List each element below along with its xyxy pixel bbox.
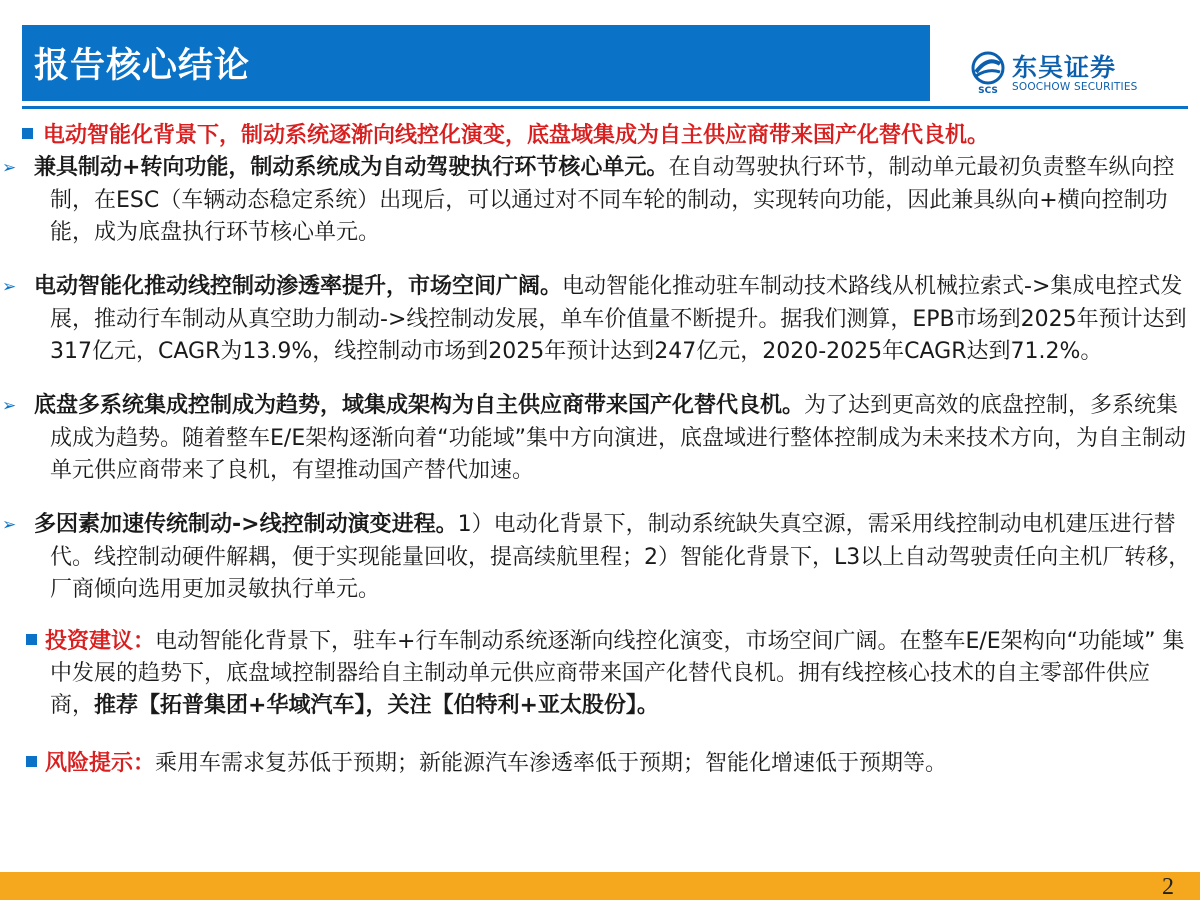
bullet-lead: 底盘多系统集成控制成为趋势，域集成架构为自主供应商带来国产化替代良机。 bbox=[34, 393, 805, 418]
bullet-body: 电动智能化推动驻车制动技术路线从机械拉索式->集成电控式发展，推动行车制动从真空助力制动->线控制动发展，单车价值量不断提升。据我们测算，EPB市场到2025年预计达到317亿元，CAGR为13.9%，线控制动市场到2025年预计达到247亿元，2020-2025年CAGR达到71.2%。 bbox=[50, 274, 1187, 364]
spacer bbox=[22, 368, 1192, 390]
key-conclusion-headline bbox=[22, 120, 1192, 152]
investment-end: 。 bbox=[636, 693, 659, 718]
company-logo bbox=[968, 50, 1178, 96]
investment-body: 电动智能化背景下，驻车+行车制动系统逐渐向线控化演变，市场空间广阔。在整车E/E架构向“功能域” 集中发展的趋势下，底盘域控制器给自主制动单元供应商带来国产化替代良机。拥有线控核心技术的自主零部件供应商， bbox=[50, 629, 1185, 718]
square-bullet-icon bbox=[26, 634, 37, 645]
risk-body: 乘用车需求复苏低于预期；新能源汽车渗透率低于预期；智能化增速低于预期等。 bbox=[155, 751, 948, 776]
logo-mark-text: SCS bbox=[978, 86, 998, 94]
footer-bar bbox=[0, 872, 1200, 900]
header-divider bbox=[22, 106, 1188, 109]
title-bar bbox=[22, 25, 930, 101]
bullet-body: 在自动驾驶执行环节，制动单元最初负责整车纵向控制，在ESC（车辆动态稳定系统）出现后，可以通过对不同车轮的制动，实现转向功能，因此兼具纵向+横向控制功能，成为底盘执行环节核心单元。 bbox=[50, 155, 1175, 245]
bullet-item: ➢ 底盘多系统集成控制成为趋势，域集成架构为自主供应商带来国产化替代良机。为了达到更高效的底盘控制，多系统集成成为趋势。随着整车E/E架构逐渐向着“功能域”集中方向演进，底盘域进行整体控制成为未来技术方向，为自主制动单元供应商带来了良机，有望推动国产替代加速。 bbox=[2, 393, 1187, 483]
bullet-lead: 多因素加速传统制动->线控制动演变进程。 bbox=[34, 512, 458, 537]
investment-recommendation: 推荐【拓普集团+华域汽车】，关注【伯特利+亚太股份】 bbox=[94, 693, 637, 718]
investment-label: 投资建议： bbox=[45, 629, 156, 654]
bullet-item: ➢ 电动智能化推动线控制动渗透率提升，市场空间广阔。电动智能化推动驻车制动技术路线从机械拉索式->集成电控式发展，推动行车制动从真空助力制动->线控制动发展，单车价值量不断提升。据我们测算，EPB市场到2025年预计达到317亿元，CAGR为13.9%，线控制动市场到2025年预计达到247亿元，2020-2025年CAGR达到71.2%。 bbox=[2, 274, 1187, 364]
bullet-lead: 兼具制动+转向功能，制动系统成为自动驾驶执行环节核心单元。 bbox=[34, 155, 669, 180]
square-bullet-icon bbox=[22, 128, 33, 139]
risk-warning bbox=[26, 748, 1192, 780]
spacer bbox=[22, 487, 1192, 509]
bullet-body: 为了达到更高效的底盘控制，多系统集成成为趋势。随着整车E/E架构逐渐向着“功能域”集中方向演进，底盘域进行整体控制成为未来技术方向，为自主制动单元供应商带来了良机，有望推动国产替代加速。 bbox=[50, 393, 1187, 483]
page-title: 报告核心结论 bbox=[34, 46, 251, 86]
logo-chinese-name: 东吴证券 bbox=[1012, 53, 1117, 82]
risk-label: 风险提示： bbox=[45, 751, 156, 776]
bullet-item: ➢ 兼具制动+转向功能，制动系统成为自动驾驶执行环节核心单元。在自动驾驶执行环节，制动单元最初负责整车纵向控制，在ESC（车辆动态稳定系统）出现后，可以通过对不同车轮的制动，实现转向功能，因此兼具纵向+横向控制功能，成为底盘执行环节核心单元。 bbox=[2, 155, 1175, 245]
soochow-logo-icon bbox=[968, 50, 1008, 94]
spacer bbox=[22, 606, 1192, 626]
report-body bbox=[2, 120, 1192, 780]
spacer bbox=[22, 722, 1192, 748]
spacer bbox=[22, 249, 1192, 271]
bullet-body: 1）电动化背景下，制动系统缺失真空源，需采用线控制动电机建压进行替代。线控制动硬件解耦，便于实现能量回收，提高续航里程；2）智能化背景下，L3以上自动驾驶责任向主机厂转移，厂商倾向选用更加灵敏执行单元。 bbox=[50, 512, 1191, 602]
investment-advice bbox=[26, 626, 1192, 722]
logo-english-name: SOOCHOW SECURITIES bbox=[1012, 81, 1138, 93]
page-number: 2 bbox=[1162, 874, 1174, 900]
headline-text: 电动智能化背景下，制动系统逐渐向线控化演变，底盘域集成为自主供应商带来国产化替代良机。 bbox=[43, 123, 990, 148]
bullet-item: ➢ 多因素加速传统制动->线控制动演变进程。1）电动化背景下，制动系统缺失真空源，需采用线控制动电机建压进行替代。线控制动硬件解耦，便于实现能量回收，提高续航里程；2）智能化背景下，L3以上自动驾驶责任向主机厂转移，厂商倾向选用更加灵敏执行单元。 bbox=[2, 512, 1191, 602]
square-bullet-icon bbox=[26, 756, 37, 767]
bullet-lead: 电动智能化推动线控制动渗透率提升，市场空间广阔。 bbox=[34, 274, 563, 299]
